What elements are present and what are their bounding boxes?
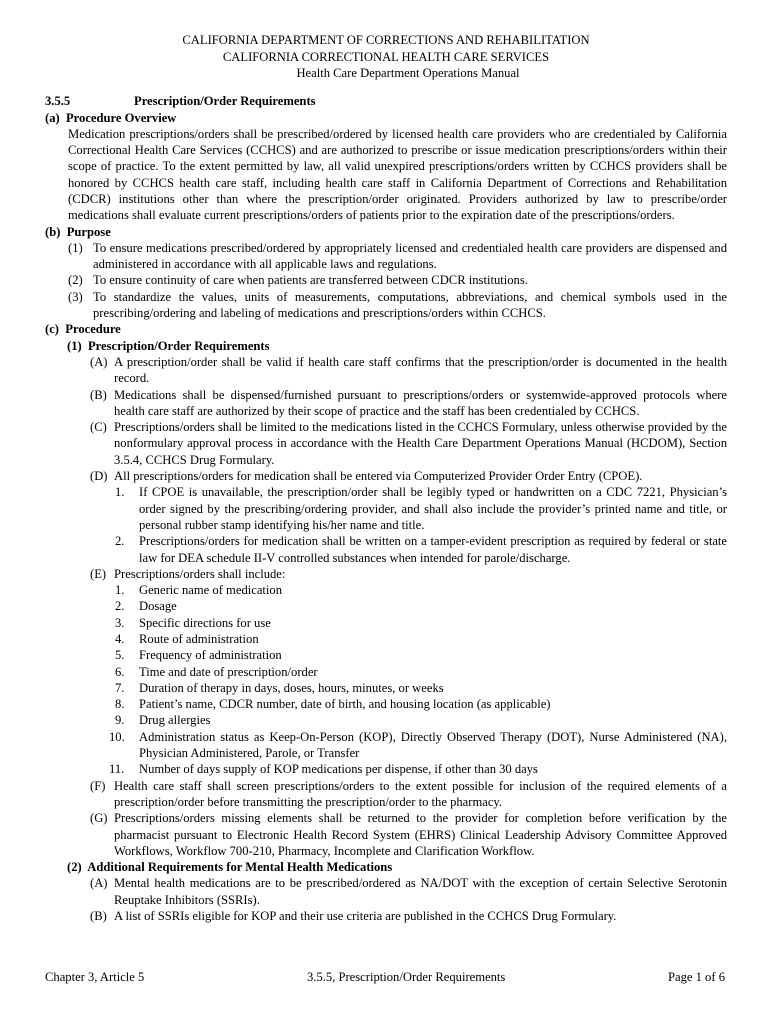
heading-mental-health-requirements <box>67 859 727 875</box>
section-title <box>45 93 727 110</box>
item-label: (B) <box>90 909 107 924</box>
footer-page-number: Page 1 of 6 <box>667 970 725 984</box>
footer-section: 3.5.5, Prescription/Order Requirements <box>307 970 506 984</box>
item-text: Generic name of medication <box>139 583 283 598</box>
document-header <box>45 32 727 82</box>
item-label: 2. <box>115 599 125 614</box>
include-item <box>115 631 727 647</box>
heading-label: (c) <box>45 322 59 337</box>
cpoe-subitem <box>115 533 727 566</box>
header-department: CALIFORNIA DEPARTMENT OF CORRECTIONS AND REHABILITATION <box>182 33 590 47</box>
item-label: 6. <box>115 664 125 679</box>
item-label: (A) <box>90 876 108 891</box>
item-text: Prescriptions/orders for medication shall be written on a tamper-evident prescription as required by federal or state law for DEA schedule II-V controlled substances when intended for parole/discharge. <box>139 534 727 565</box>
item-text: Drug allergies <box>139 713 211 728</box>
requirement-item-g <box>90 810 727 859</box>
item-label: (G) <box>90 811 108 826</box>
requirement-item-b <box>90 387 727 420</box>
requirement-item-e <box>90 566 727 582</box>
item-label: 9. <box>115 713 125 728</box>
item-label: (A) <box>90 354 108 369</box>
item-text: To ensure medications prescribed/ordered by appropriately licensed and credentialed health care providers are dispensed and administered in accordance with all applicable laws and regulations. <box>93 240 727 272</box>
item-text: Route of administration <box>139 632 259 646</box>
heading-label: (a) <box>45 110 60 125</box>
item-label: (2) <box>68 273 83 288</box>
item-text: Frequency of administration <box>139 648 282 663</box>
item-text: A list of SSRIs eligible for KOP and their use criteria are published in the CCHCS Drug Formulary. <box>114 909 617 924</box>
item-text: Prescriptions/orders shall be limited to the medications listed in the CCHCS Formulary, unless otherwise provided by the nonformulary approval process in accordance with the Health Care Department Operations Manual (HCDOM), Section 3.5.4, CCHCS Drug Formulary. <box>114 420 727 467</box>
page-footer <box>45 969 725 985</box>
item-label: (1) <box>68 240 83 255</box>
item-label: 7. <box>115 680 125 695</box>
requirement-item-f <box>90 778 727 811</box>
item-text: To ensure continuity of care when patients are transferred between CDCR institutions. <box>93 273 528 288</box>
item-label: (F) <box>90 778 106 793</box>
item-label: (E) <box>90 566 107 581</box>
requirement-item-d <box>90 468 727 484</box>
heading-text: Procedure Overview <box>65 110 177 125</box>
item-text: Medications shall be dispensed/furnished pursuant to prescriptions/orders or systemwide-approved protocols where health care staff are authorized by their scope of practice and the staff has been credentialed by CCHCS. <box>114 387 727 418</box>
item-text: Health care staff shall screen prescriptions/orders to the extent possible for inclusion of the required elements of a prescription/order before transmitting the prescription/order to the pharmacy. <box>114 778 727 809</box>
item-text: To standardize the values, units of measurements, computations, abbreviations, and chemical symbols used in the prescribing/ordering and labeling of medications and prescriptions/orders within CCHCS. <box>93 289 727 321</box>
item-text: If CPOE is unavailable, the prescription/order shall be legibly typed or handwritten on a CDC 7221, Physician’s order signed by the prescribing/ordering provider, and shall also include the provider’s printed name and title, or personal rubber stamp identifying his/her name and title. <box>139 485 727 532</box>
heading-text: Additional Requirements for Mental Health Medications <box>87 860 393 875</box>
requirement-item-a <box>90 354 727 387</box>
heading-label: (b) <box>45 224 61 239</box>
include-item <box>115 664 727 680</box>
item-label: 1. <box>115 485 125 500</box>
include-item <box>115 598 727 614</box>
item-text: Time and date of prescription/order <box>139 664 318 679</box>
section-title-text: Prescription/Order Requirements <box>134 93 316 108</box>
section-number: 3.5.5 <box>45 93 71 108</box>
item-text: Specific directions for use <box>139 615 271 630</box>
item-text: Number of days supply of KOP medications per dispense, if other than 30 days <box>139 762 538 777</box>
header-services: CALIFORNIA CORRECTIONAL HEALTH CARE SERVICES <box>222 49 550 64</box>
mental-health-item-b <box>90 908 727 924</box>
purpose-item <box>68 240 727 273</box>
document-page <box>45 32 727 924</box>
include-item <box>109 761 727 777</box>
requirement-item-c <box>90 419 727 468</box>
item-label: 5. <box>115 648 125 663</box>
heading-prescription-order-requirements <box>67 338 727 354</box>
item-text: All prescriptions/orders for medication shall be entered via Computerized Provider Order Entry (CPOE). <box>114 469 643 484</box>
item-label: 11. <box>109 762 125 777</box>
cpoe-subitem <box>115 484 727 533</box>
item-text: Prescriptions/orders shall include: <box>114 566 286 581</box>
heading-label: (2) <box>67 860 82 875</box>
item-text: Duration of therapy in days, doses, hours, minutes, or weeks <box>139 680 444 695</box>
mental-health-item-a <box>90 875 727 908</box>
item-label: (D) <box>90 469 108 484</box>
item-text: Prescriptions/orders missing elements shall be returned to the provider for completion before verification by the pharmacist pursuant to Electronic Health Record System (EHRS) Clinical Leadership Advisory Committee Approved Workflows, Workflow 700-210, Pharmacy, Incomplete and Clarification Workflow. <box>114 811 727 858</box>
item-label: (B) <box>90 387 107 402</box>
include-item <box>115 712 727 728</box>
purpose-item <box>68 272 727 288</box>
include-item <box>109 729 727 762</box>
include-item <box>115 615 727 631</box>
heading-purpose <box>45 224 727 240</box>
footer-chapter: Chapter 3, Article 5 <box>45 970 145 984</box>
include-item <box>115 582 727 598</box>
include-item <box>115 696 727 712</box>
procedure-overview-text: Medication prescriptions/orders shall be prescribed/ordered by licensed health care providers who are credentialed by California Correctional Health Care Services (CCHCS) and are authorized to prescribe or issue medication prescriptions/orders within their scope of practice. To the extent permitted by law, all valid unexpired prescriptions/orders written by CCHCS providers shall be honored by CCHCS health care staff, including health care staff in California Department of Corrections and Rehabilitation (CDCR) institutions other than where the prescription/order originated. Providers authorized by law to prescribe/order medications shall evaluate current prescriptions/orders of patients prior to the expiration date of the prescriptions/orders. <box>68 126 727 223</box>
item-text: A prescription/order shall be valid if health care staff confirms that the prescription/order is documented in the health record. <box>114 354 727 386</box>
heading-label: (1) <box>67 338 82 353</box>
header-manual: Health Care Department Operations Manual <box>296 66 520 80</box>
item-label: 2. <box>115 534 125 549</box>
item-label: 3. <box>115 615 125 630</box>
item-text: Dosage <box>139 599 177 614</box>
item-label: 10. <box>109 729 125 744</box>
heading-text: Purpose <box>66 224 111 239</box>
heading-procedure-overview <box>45 110 727 126</box>
item-label: (3) <box>68 289 83 304</box>
include-item <box>115 647 727 663</box>
item-label: 4. <box>115 632 125 646</box>
heading-text: Procedure <box>65 322 121 337</box>
purpose-item <box>68 289 727 322</box>
item-text: Administration status as Keep-On-Person (KOP), Directly Observed Therapy (DOT), Nurse Administered (NA), Physician Administered, Parole, or Transfer <box>139 729 727 761</box>
heading-text: Prescription/Order Requirements <box>87 338 270 353</box>
item-text: Mental health medications are to be prescribed/ordered as NA/DOT with the exception of certain Selective Serotonin Reuptake Inhibitors (SSRIs). <box>114 876 727 907</box>
include-item <box>115 680 727 696</box>
item-label: 1. <box>115 583 125 598</box>
item-text: Patient’s name, CDCR number, date of birth, and housing location (as applicable) <box>139 697 551 712</box>
item-label: 8. <box>115 697 125 712</box>
item-label: (C) <box>90 420 107 435</box>
heading-procedure <box>45 321 727 337</box>
